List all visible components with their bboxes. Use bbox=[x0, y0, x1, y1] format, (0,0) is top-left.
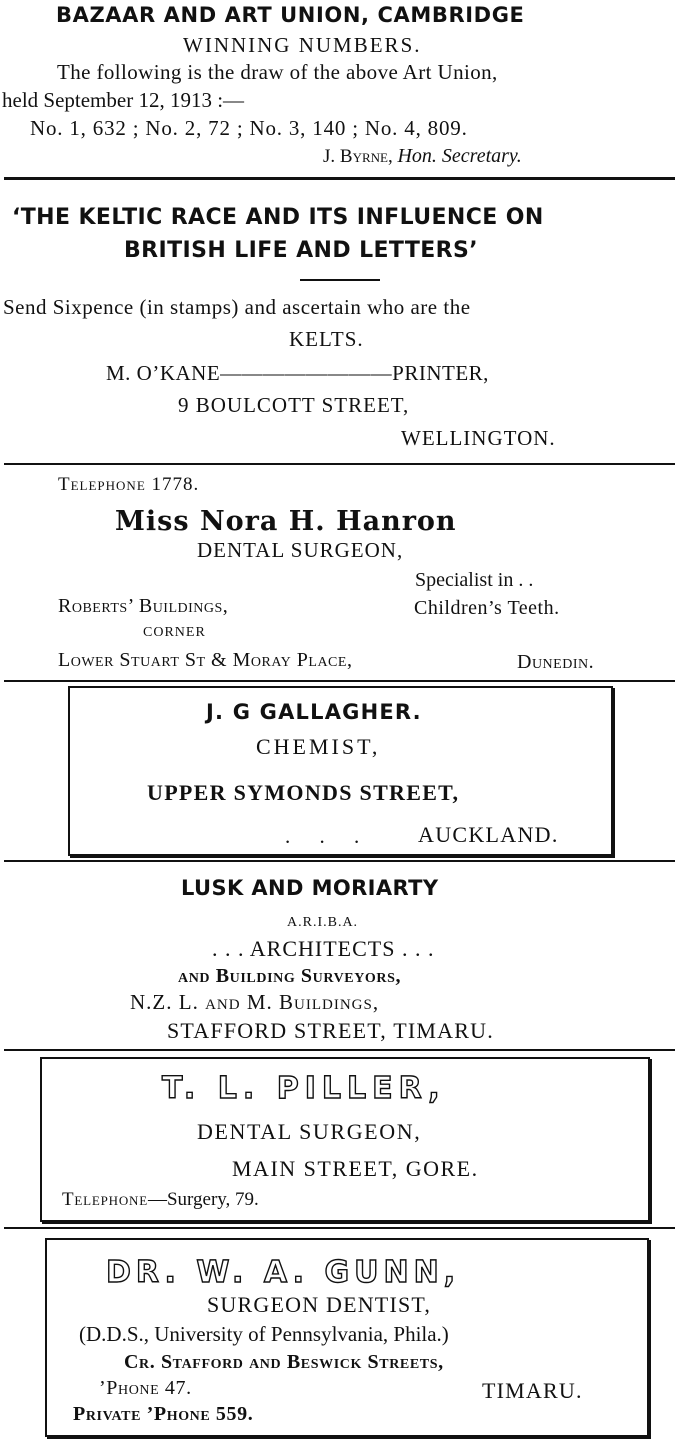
ad4-profession: CHEMIST, bbox=[256, 734, 381, 759]
ad1-line2: held September 12, 1913 :— bbox=[2, 88, 245, 112]
ad3-address2: Lower Stuart St & Moray Place, bbox=[58, 649, 353, 671]
ad7-city: TIMARU. bbox=[482, 1378, 583, 1403]
ad7-address: Cr. Stafford and Beswick Streets, bbox=[124, 1351, 444, 1373]
ad4-name: J. G GALLAGHER. bbox=[206, 700, 422, 724]
ad1-signature-title: Hon. Secretary. bbox=[397, 145, 522, 167]
ad6-name: T. L. PILLER, bbox=[162, 1071, 446, 1106]
ad1-numbers: No. 1, 632 ; No. 2, 72 ; No. 3, 140 ; No. 4, 809. bbox=[30, 116, 468, 140]
ad1-title: BAZAAR AND ART UNION, CAMBRIDGE bbox=[56, 3, 525, 27]
ad7-private-phone: Private ’Phone 559. bbox=[73, 1403, 254, 1425]
ad3-address1: Roberts’ Buildings, bbox=[58, 595, 229, 617]
ad3-telephone: Telephone 1778. bbox=[58, 474, 200, 495]
ad5-line3: STAFFORD STREET, TIMARU. bbox=[167, 1018, 494, 1043]
ad1-signature bbox=[323, 146, 522, 166]
ad2-line4: 9 BOULCOTT STREET, bbox=[178, 393, 410, 417]
ad4-street: UPPER SYMONDS STREET, bbox=[147, 780, 460, 805]
ad3-specialist2: Children’s Teeth. bbox=[414, 597, 560, 619]
divider-4 bbox=[4, 860, 675, 862]
ad7-profession: SURGEON DENTIST, bbox=[207, 1292, 432, 1317]
ad5-line2: N.Z. L. and M. Buildings, bbox=[130, 990, 380, 1014]
ad1-line1: The following is the draw of the above Art Union, bbox=[57, 60, 498, 84]
ad3-profession: DENTAL SURGEON, bbox=[197, 538, 404, 562]
ad3-city: Dunedin. bbox=[517, 651, 595, 673]
ad2-line3: M. O’KANE————————PRINTER, bbox=[106, 361, 489, 385]
ad6-telephone-rest: —Surgery, 79. bbox=[147, 1189, 259, 1210]
divider-5 bbox=[4, 1049, 675, 1051]
ad5-name: LUSK AND MORIARTY bbox=[181, 876, 439, 900]
divider-1 bbox=[4, 177, 675, 180]
divider-6 bbox=[4, 1227, 675, 1229]
ad5-profession: . . . ARCHITECTS . . . bbox=[212, 936, 435, 961]
ad2-title-line2: BRITISH LIFE AND LETTERS’ bbox=[124, 238, 479, 263]
ad7-phone: ’Phone 47. bbox=[99, 1377, 192, 1399]
ad3-corner: CORNER bbox=[143, 625, 206, 640]
ad2-line1: Send Sixpence (in stamps) and ascertain who are the bbox=[3, 295, 471, 319]
ad2-line5: WELLINGTON. bbox=[401, 426, 556, 450]
ad4-dots: . . . bbox=[285, 824, 372, 848]
ad3-name: Miss Nora H. Hanron bbox=[115, 506, 457, 537]
ad2-title-line1: ‘THE KELTIC RACE AND ITS INFLUENCE ON bbox=[12, 205, 544, 230]
ad6-street: MAIN STREET, GORE. bbox=[232, 1156, 479, 1181]
ad2-title-underline bbox=[300, 279, 380, 281]
ad6-profession: DENTAL SURGEON, bbox=[197, 1119, 422, 1144]
ad7-name: DR. W. A. GUNN, bbox=[106, 1255, 461, 1290]
divider-3 bbox=[4, 680, 675, 682]
ad5-credential: A.R.I.B.A. bbox=[287, 915, 359, 930]
ad7-degree: (D.D.S., University of Pennsylvania, Phila.) bbox=[79, 1322, 449, 1346]
ad5-line1: and Building Surveyors, bbox=[178, 965, 402, 987]
divider-2 bbox=[4, 463, 675, 465]
ad3-specialist1: Specialist in . . bbox=[415, 569, 534, 591]
ad2-line2: KELTS. bbox=[289, 327, 364, 351]
ad1-signature-name: J. Byrne, bbox=[323, 146, 393, 167]
ad4-city: AUCKLAND. bbox=[418, 822, 559, 847]
ad1-subtitle: WINNING NUMBERS. bbox=[183, 33, 422, 57]
ad6-telephone bbox=[62, 1190, 259, 1209]
ad6-telephone-label: Telephone bbox=[62, 1189, 148, 1210]
